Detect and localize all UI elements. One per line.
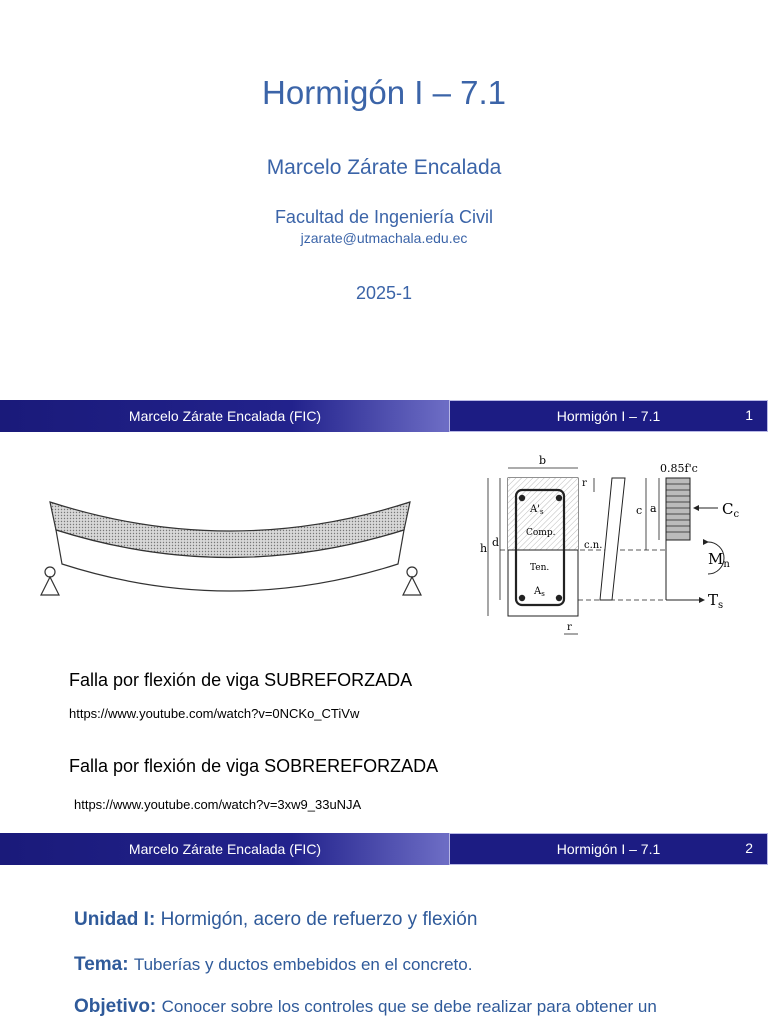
unit-heading (74, 909, 477, 931)
topic-value: Tuberías y ductos embebidos en el concreto. (133, 955, 473, 974)
label-ten: Ten. (530, 563, 550, 573)
footer-title: Hormigón I – 7.1 (556, 841, 661, 857)
right-support-icon (403, 567, 421, 595)
label-a: a (650, 502, 657, 515)
label-as: $A_s$ (534, 586, 545, 598)
caption-underreinforced: Falla por flexión de viga SUBREFORZADA (69, 670, 413, 690)
objective-heading (74, 996, 657, 1018)
label-stress: 0.85f'c (660, 462, 698, 475)
footer-title-box (449, 833, 768, 865)
label-h: h (480, 542, 488, 555)
slide-footer (0, 400, 768, 432)
slide-title: Hormigón I – 7.1 (262, 74, 506, 111)
term-label: 2025-1 (355, 283, 413, 303)
footer-author: Marcelo Zárate Encalada (FIC) (128, 841, 322, 857)
deflected-beam-figure (30, 490, 430, 610)
label-comp: Comp. (526, 528, 556, 538)
left-support-icon (41, 567, 59, 595)
label-c: c (636, 504, 643, 517)
unit-label: Unidad I: (74, 909, 156, 930)
page-number: 1 (745, 407, 753, 423)
objective-label: Objetivo: (74, 996, 157, 1017)
objective-value: Conocer sobre los controles que se debe realizar para obtener un (161, 997, 657, 1016)
author-name: Marcelo Zárate Encalada (266, 156, 502, 179)
stress-block (666, 478, 690, 540)
label-b: b (539, 454, 547, 467)
label-r-top: r (582, 478, 587, 489)
label-mn: $M_n$ (708, 550, 730, 570)
unit-value: Hormigón, acero de refuerzo y flexión (160, 909, 478, 930)
author-email: jzarate@utmachala.edu.ec (300, 230, 468, 246)
strain-diagram (600, 478, 625, 600)
video-link-overreinforced[interactable]: https://www.youtube.com/watch?v=3xw9_33uNJA (74, 797, 362, 812)
label-d: d (492, 536, 500, 549)
top-bar (519, 495, 525, 501)
slide-footer (0, 833, 768, 865)
topic-label: Tema: (74, 954, 129, 975)
label-r-bottom: r (567, 622, 572, 633)
topic-heading (74, 954, 472, 976)
video-link-underreinforced[interactable]: https://www.youtube.com/watch?v=0NCKo_CTiVw (69, 706, 360, 721)
footer-title: Hormigón I – 7.1 (556, 408, 661, 424)
faculty-name: Facultad de Ingeniería Civil (274, 207, 494, 227)
caption-overreinforced: Falla por flexión de viga SOBREREFORZADA (69, 756, 439, 776)
label-cn: c.n. (584, 540, 603, 551)
page-number: 2 (745, 840, 753, 856)
footer-title-box (449, 400, 768, 432)
footer-author: Marcelo Zárate Encalada (FIC) (128, 408, 322, 424)
beam-section-diagram (470, 450, 760, 645)
bottom-bar (519, 595, 525, 601)
label-as-prime: $A'_s$ (530, 504, 544, 516)
label-ts: $T_s$ (708, 591, 724, 611)
label-cc: $C_c$ (722, 500, 740, 520)
